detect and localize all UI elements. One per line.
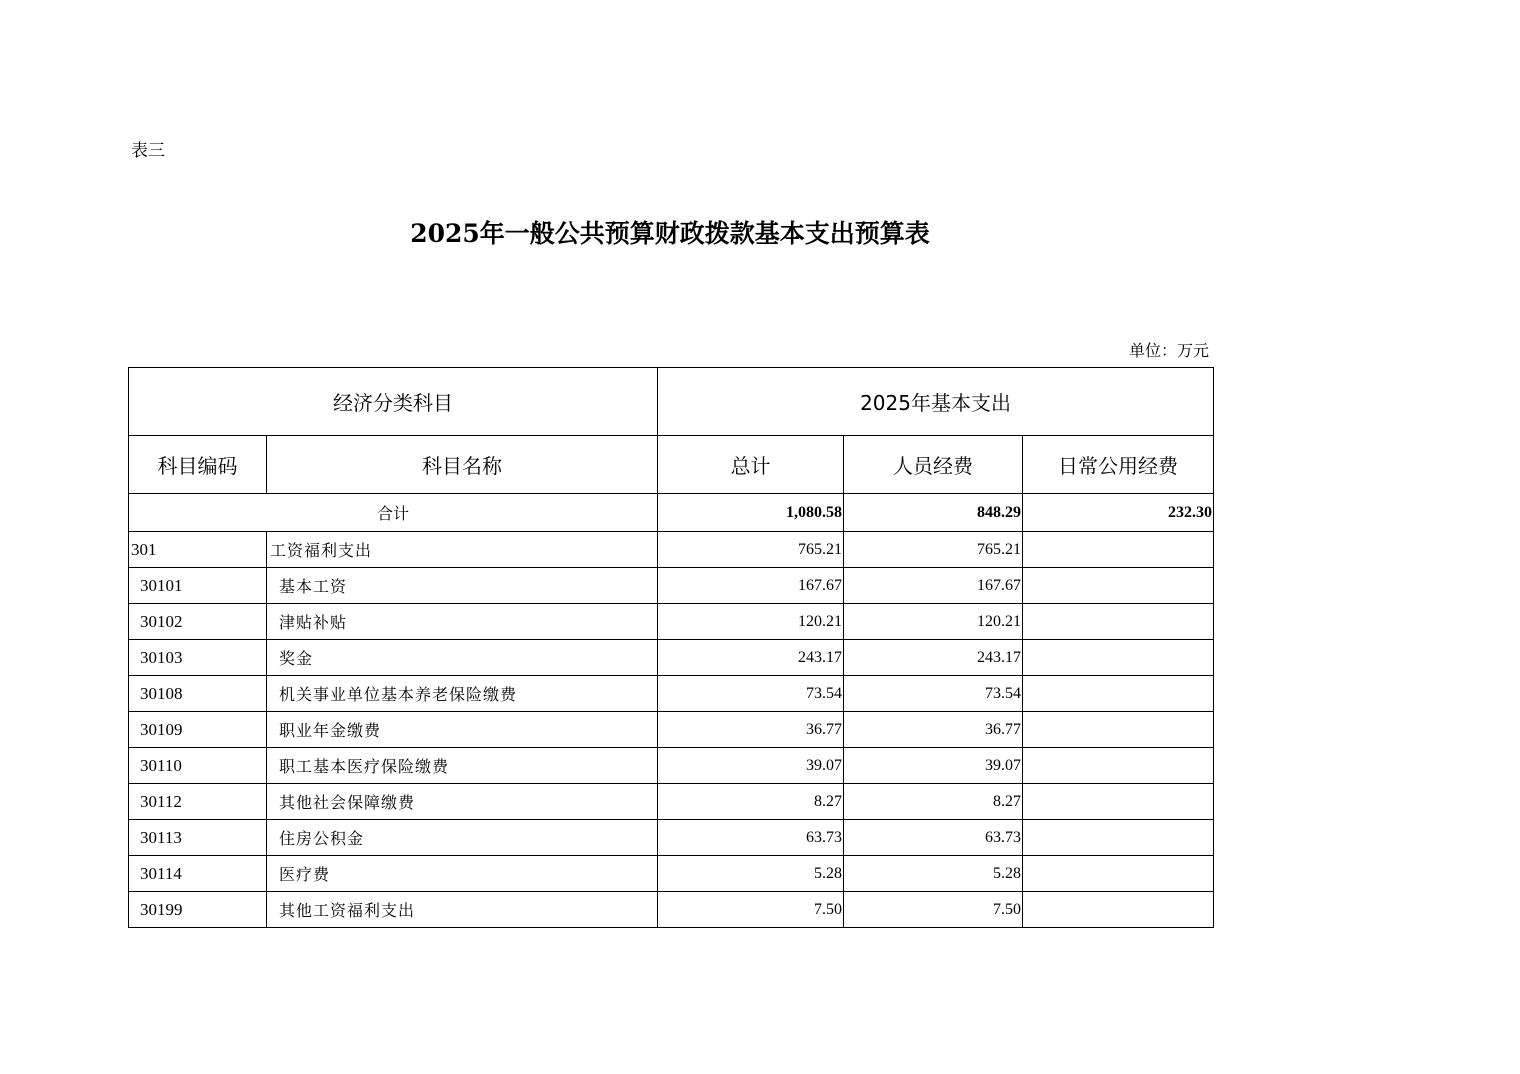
row-personnel: 73.54 (844, 676, 1023, 712)
table-row (129, 856, 1214, 892)
group-header-row (129, 368, 1214, 436)
header-name: 科目名称 (267, 436, 658, 494)
row-code: 30114 (129, 856, 267, 892)
row-name: 基本工资 (267, 568, 658, 604)
header-personnel: 人员经费 (844, 436, 1023, 494)
table-label: 表三 (131, 141, 165, 161)
row-public (1023, 820, 1214, 856)
header-total: 总计 (658, 436, 844, 494)
row-name: 奖金 (267, 640, 658, 676)
row-public (1023, 604, 1214, 640)
row-total: 765.21 (658, 532, 844, 568)
row-personnel: 36.77 (844, 712, 1023, 748)
row-code: 30103 (129, 640, 267, 676)
row-code: 30112 (129, 784, 267, 820)
table-row (129, 604, 1214, 640)
budget-table (128, 367, 1214, 928)
row-personnel: 63.73 (844, 820, 1023, 856)
row-public (1023, 532, 1214, 568)
total-public: 232.30 (1023, 494, 1214, 532)
row-name: 医疗费 (267, 856, 658, 892)
row-total: 63.73 (658, 820, 844, 856)
table-row (129, 892, 1214, 928)
row-code: 30113 (129, 820, 267, 856)
page-title: 2025年一般公共预算财政拨款基本支出预算表 (410, 219, 930, 248)
unit-label: 单位：万元 (1128, 341, 1209, 360)
column-header-row (129, 436, 1214, 494)
row-personnel: 39.07 (844, 748, 1023, 784)
row-total: 8.27 (658, 784, 844, 820)
row-name: 津贴补贴 (267, 604, 658, 640)
table-row (129, 748, 1214, 784)
row-public (1023, 856, 1214, 892)
row-total: 36.77 (658, 712, 844, 748)
row-total: 243.17 (658, 640, 844, 676)
row-public (1023, 892, 1214, 928)
row-personnel: 7.50 (844, 892, 1023, 928)
header-public: 日常公用经费 (1023, 436, 1214, 494)
row-public (1023, 640, 1214, 676)
table-row (129, 712, 1214, 748)
table-row (129, 640, 1214, 676)
row-name: 其他社会保障缴费 (267, 784, 658, 820)
header-code: 科目编码 (129, 436, 267, 494)
row-code: 30101 (129, 568, 267, 604)
row-personnel: 5.28 (844, 856, 1023, 892)
row-name: 机关事业单位基本养老保险缴费 (267, 676, 658, 712)
row-code: 30199 (129, 892, 267, 928)
table-row (129, 532, 1214, 568)
table-row (129, 820, 1214, 856)
row-total: 120.21 (658, 604, 844, 640)
total-total: 1,080.58 (658, 494, 844, 532)
row-total: 39.07 (658, 748, 844, 784)
row-name: 工资福利支出 (267, 532, 658, 568)
row-code: 30102 (129, 604, 267, 640)
total-row (129, 494, 1214, 532)
row-code: 301 (129, 532, 267, 568)
row-total: 73.54 (658, 676, 844, 712)
row-personnel: 243.17 (844, 640, 1023, 676)
row-personnel: 8.27 (844, 784, 1023, 820)
row-public (1023, 568, 1214, 604)
total-personnel: 848.29 (844, 494, 1023, 532)
row-total: 5.28 (658, 856, 844, 892)
row-total: 7.50 (658, 892, 844, 928)
row-code: 30109 (129, 712, 267, 748)
row-public (1023, 784, 1214, 820)
header-economic-class: 经济分类科目 (129, 368, 658, 436)
row-total: 167.67 (658, 568, 844, 604)
table-row (129, 568, 1214, 604)
row-personnel: 120.21 (844, 604, 1023, 640)
table-row (129, 784, 1214, 820)
total-label: 合计 (129, 494, 658, 532)
header-basic-expenditure: 2025年基本支出 (658, 368, 1214, 436)
row-public (1023, 748, 1214, 784)
row-public (1023, 676, 1214, 712)
row-name: 职业年金缴费 (267, 712, 658, 748)
row-personnel: 167.67 (844, 568, 1023, 604)
row-name: 住房公积金 (267, 820, 658, 856)
row-public (1023, 712, 1214, 748)
row-code: 30110 (129, 748, 267, 784)
row-personnel: 765.21 (844, 532, 1023, 568)
row-code: 30108 (129, 676, 267, 712)
row-name: 职工基本医疗保险缴费 (267, 748, 658, 784)
table-row (129, 676, 1214, 712)
row-name: 其他工资福利支出 (267, 892, 658, 928)
